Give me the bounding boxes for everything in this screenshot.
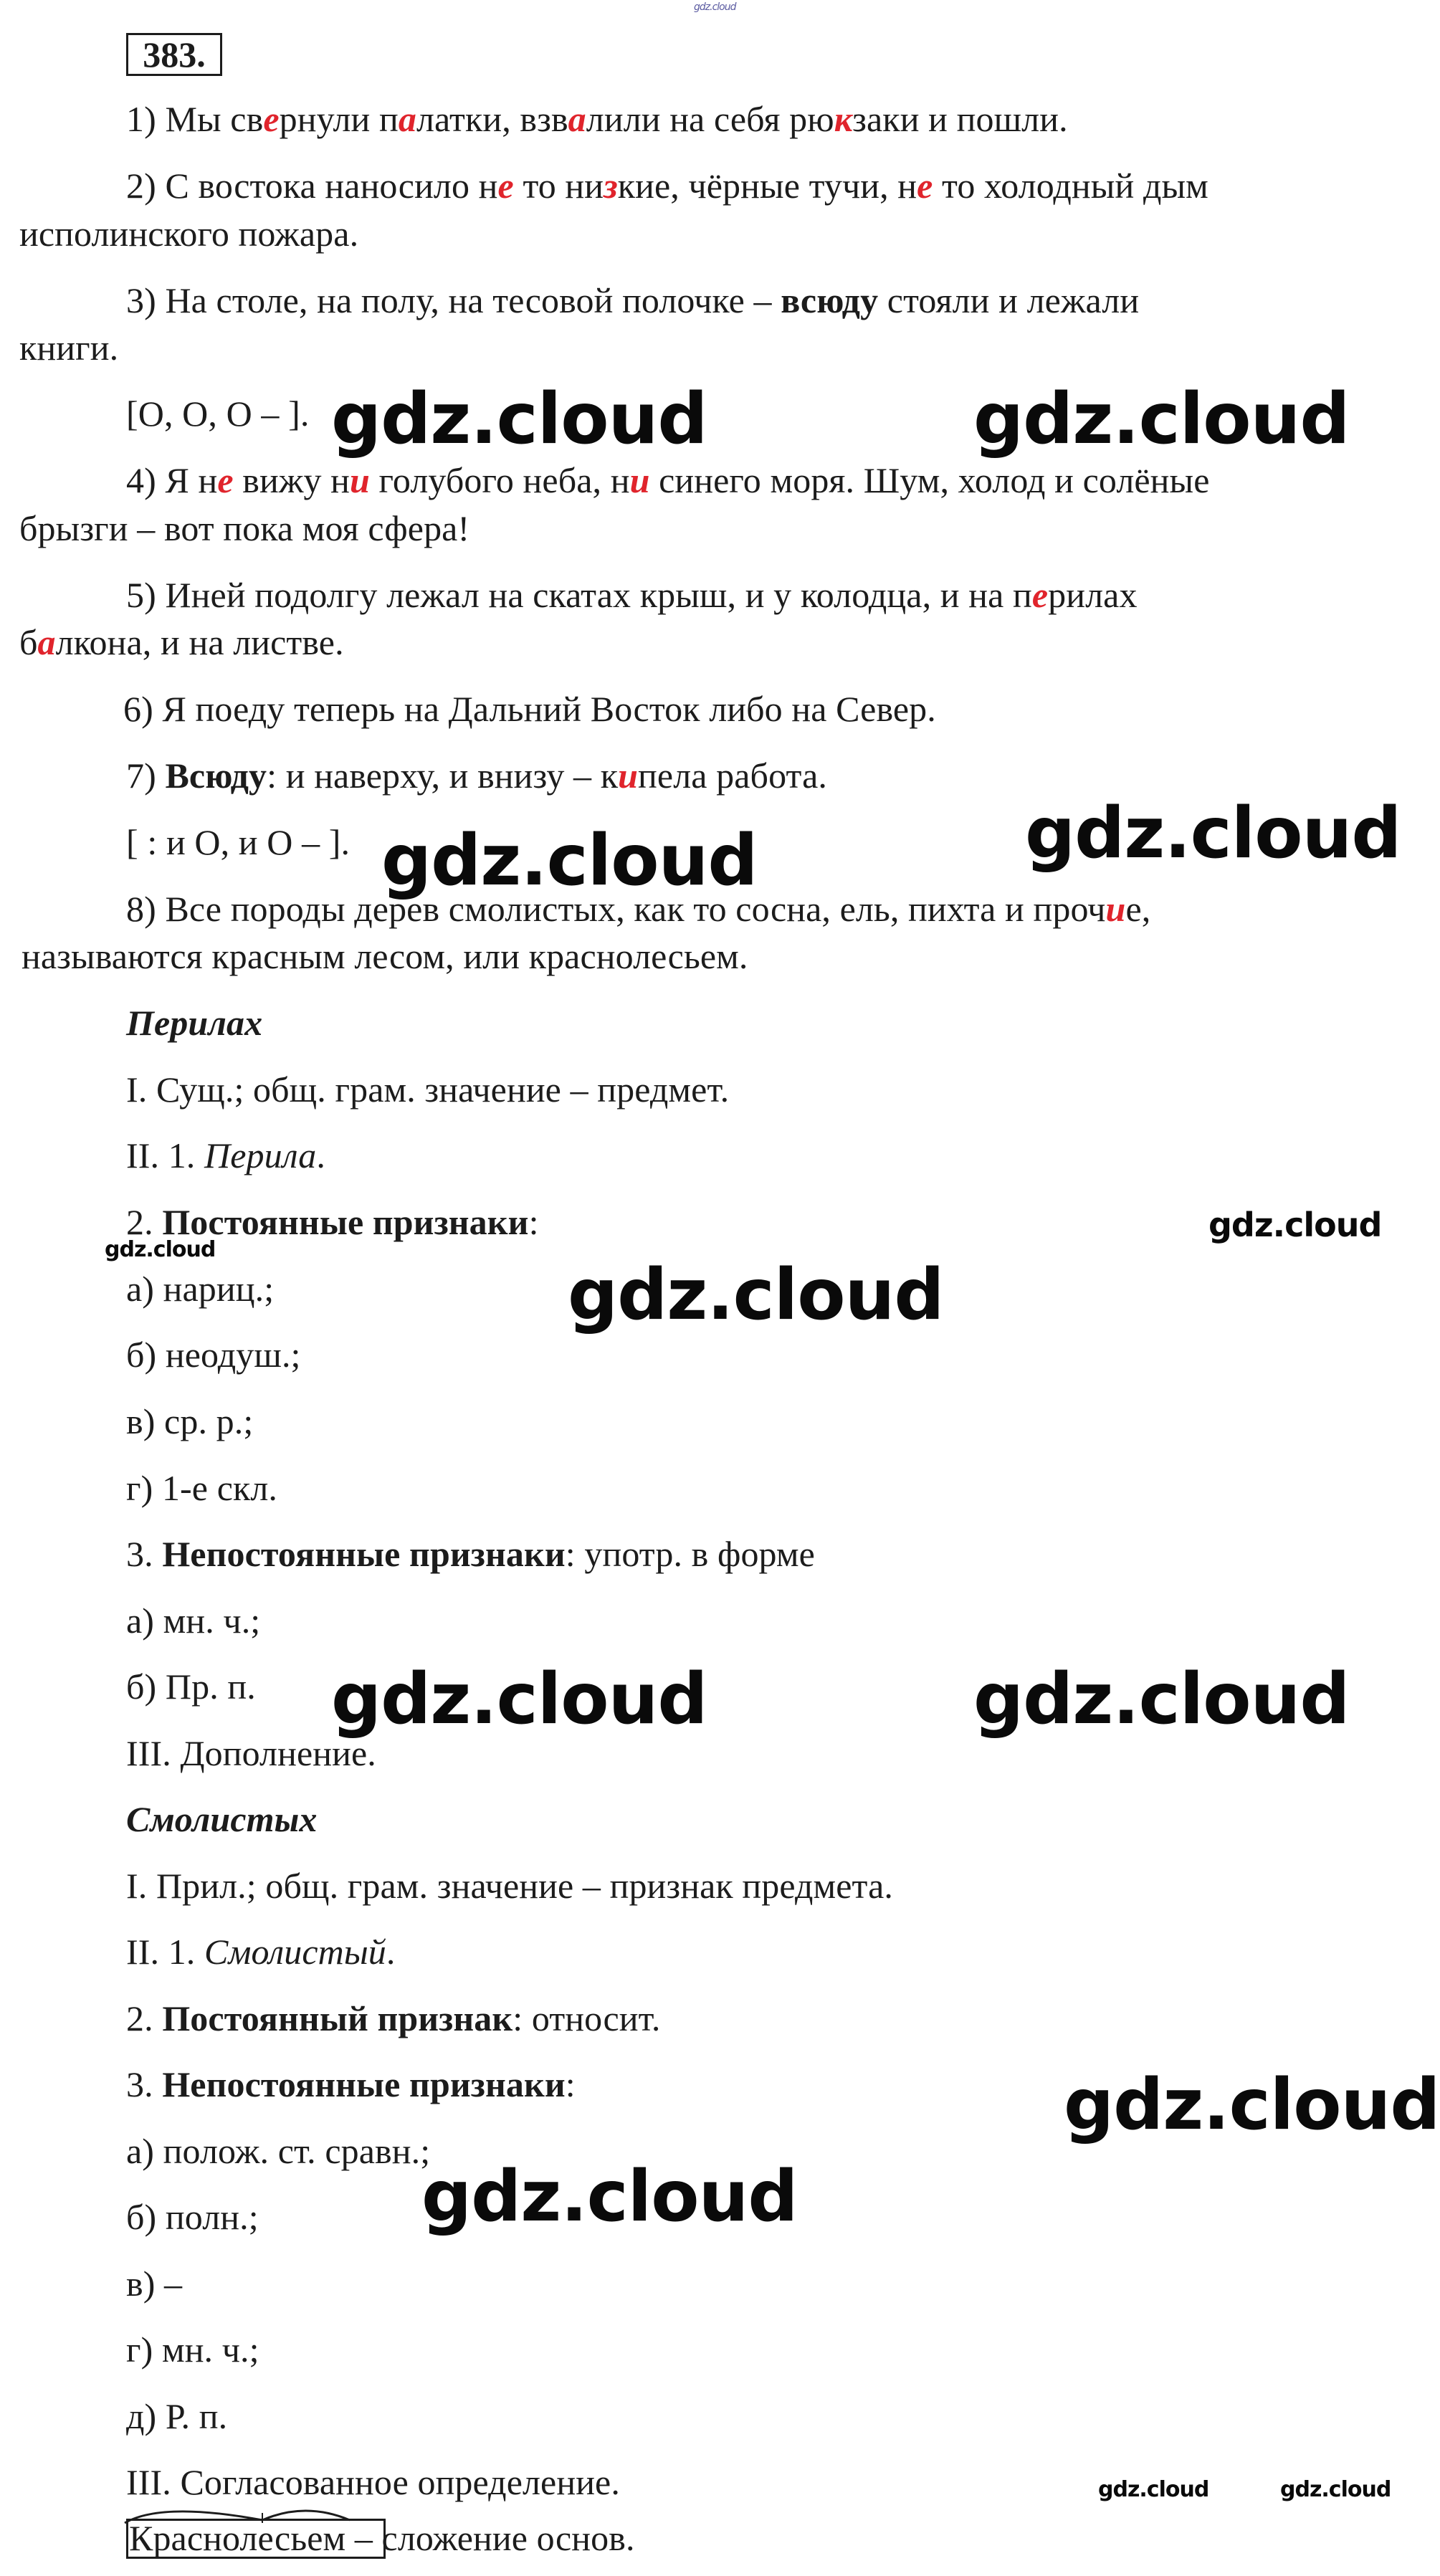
sentence-3-cont: книги.: [19, 328, 119, 368]
watermark: gdz.cloud: [1208, 1206, 1382, 1244]
parse1-line: б) неодуш.;: [126, 1335, 301, 1375]
sentence-6: 6) Я поеду теперь на Дальний Восток либо на Север.: [123, 689, 936, 729]
parse1-line: а) мн. ч.;: [126, 1601, 261, 1641]
parse2-line: а) полож. ст. сравн.;: [126, 2131, 431, 2171]
sentence-4-cont: брызги – вот пока моя сфера!: [19, 508, 470, 548]
parse2-line: I. Прил.; общ. грам. значение – признак предмета.: [126, 1866, 894, 1906]
morphemic-line: Краснолесьем – сложение основ.: [129, 2518, 635, 2558]
parse2-line: г) мн. ч.;: [126, 2329, 259, 2370]
sentence-2-cont: исполинского пожара.: [19, 214, 359, 254]
watermark: gdz.cloud: [568, 1254, 944, 1336]
watermark: gdz.cloud: [421, 2156, 798, 2238]
watermark: gdz.cloud: [1025, 793, 1401, 874]
watermark: gdz.cloud: [331, 1659, 707, 1740]
watermark: gdz.cloud: [1064, 2064, 1440, 2146]
parse2-line: II. 1. Смолистый.: [126, 1932, 396, 1972]
sentence-3: 3) На столе, на полу, на тесовой полочке – всюду стояли и лежали: [126, 280, 1140, 320]
parse1-line: 3. Непостоянные признаки: употр. в форме: [126, 1534, 815, 1574]
watermark: gdz.cloud: [973, 378, 1350, 460]
sentence-3-scheme: [O, O, O – ].: [126, 393, 310, 434]
parse2-line: в) –: [126, 2263, 183, 2304]
watermark: gdz.cloud: [105, 1237, 216, 1262]
sentence-8: 8) Все породы дерев смолистых, как то сосна, ель, пихта и прочие,: [126, 889, 1151, 929]
task-number: 383.: [126, 33, 222, 76]
watermark: gdz.cloud: [381, 820, 758, 902]
sentence-2: 2) С востока наносило не то низкие, чёрные тучи, не то холодный дым: [126, 166, 1208, 206]
sentence-7: 7) Всюду: и наверху, и внизу – кипела работа.: [126, 755, 827, 796]
sentence-7-scheme: [ : и O, и O – ].: [126, 822, 351, 862]
watermark: gdz.cloud: [1280, 2477, 1391, 2502]
header-watermark: gdz.cloud: [694, 1, 736, 13]
parse1-line: в) ср. р.;: [126, 1401, 254, 1441]
parse2-line: б) полн.;: [126, 2197, 259, 2237]
parse1-line: а) нариц.;: [126, 1269, 275, 1309]
parse1-word: Перилах: [126, 1003, 263, 1043]
parse2-line: 2. Постоянный признак: относит.: [126, 1998, 661, 2038]
sentence-5-cont: балкона, и на листве.: [19, 622, 344, 662]
watermark: gdz.cloud: [331, 378, 707, 460]
parse2-line: III. Согласованное определение.: [126, 2462, 620, 2502]
sentence-4: 4) Я не вижу ни голубого неба, ни синего моря. Шум, холод и солёные: [126, 460, 1210, 500]
parse1-line: г) 1-е скл.: [126, 1468, 278, 1508]
parse1-line: 2. Постоянные признаки:: [126, 1202, 539, 1242]
sentence-5: 5) Иней подолгу лежал на скатах крыш, и у колодца, и на перилах: [126, 575, 1138, 615]
watermark: gdz.cloud: [973, 1659, 1350, 1740]
watermark: gdz.cloud: [1098, 2477, 1209, 2502]
sentence-8-cont: называются красным лесом, или краснолесьем.: [22, 936, 748, 976]
parse2-word: Смолистых: [126, 1799, 318, 1839]
parse1-line: III. Дополнение.: [126, 1733, 376, 1773]
parse1-line: II. 1. Перила.: [126, 1135, 325, 1175]
parse2-line: д) Р. п.: [126, 2396, 228, 2436]
parse1-line: I. Сущ.; общ. грам. значение – предмет.: [126, 1069, 730, 1110]
parse2-line: 3. Непостоянные признаки:: [126, 2064, 576, 2104]
parse1-line: б) Пр. п.: [126, 1666, 256, 1707]
morphemic-word: Краснолесьем: [129, 2518, 346, 2558]
sentence-1: 1) Мы свернули палатки, взвалили на себя рюкзаки и пошли.: [126, 99, 1068, 139]
